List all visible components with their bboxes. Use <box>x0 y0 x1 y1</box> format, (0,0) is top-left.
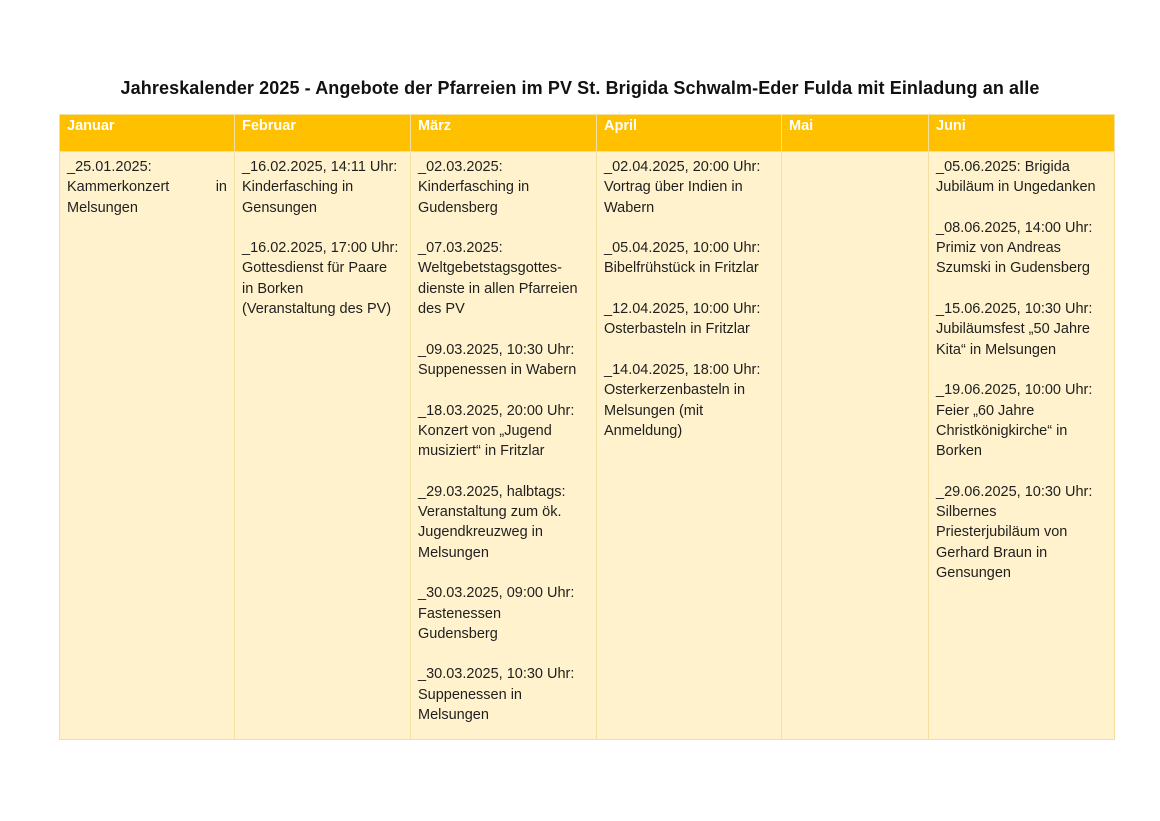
event-line: Veranstaltung zum ök. <box>418 504 562 521</box>
event-date: _16.02.2025, 17:00 Uhr: <box>242 240 399 257</box>
event-entry <box>936 218 1107 279</box>
events-cell-juni <box>929 152 1115 740</box>
event-line: Gerhard Braun in <box>936 544 1048 561</box>
events-cell-februar <box>235 152 411 740</box>
event-line: Melsungen <box>418 707 489 724</box>
event-line <box>67 177 227 197</box>
event-line: in Borken <box>242 280 304 297</box>
event-line: Melsungen <box>418 544 489 561</box>
event-date: _29.03.2025, halbtags: <box>418 483 566 500</box>
event-entry <box>936 157 1107 198</box>
event-entry <box>936 380 1107 461</box>
month-header-juni: Juni <box>929 115 1115 152</box>
event-date: _08.06.2025, 14:00 Uhr: <box>936 219 1093 236</box>
event-line: Melsungen (mit <box>604 402 704 419</box>
event-line: Wabern <box>604 199 655 216</box>
events-cell-januar <box>60 152 235 740</box>
event-entry <box>418 664 589 725</box>
event-line: Kita“ in Melsungen <box>936 341 1057 358</box>
event-date: _15.06.2025, 10:30 Uhr: <box>936 301 1093 318</box>
event-text: in <box>215 179 227 196</box>
page-title: Jahreskalender 2025 - Angebote der Pfarreien im PV St. Brigida Schwalm-Eder Fulda mit Einladung an alle <box>120 78 1040 98</box>
event-entry <box>418 401 589 462</box>
event-line: Suppenessen in <box>418 686 522 703</box>
event-line: Gudensberg <box>418 625 498 642</box>
event-date: _18.03.2025, 20:00 Uhr: <box>418 402 575 419</box>
event-date: _30.03.2025, 09:00 Uhr: <box>418 585 575 602</box>
event-entry <box>418 238 589 319</box>
event-entry <box>936 299 1107 360</box>
event-line: Bibelfrühstück in Fritzlar <box>604 260 759 277</box>
event-date: _29.06.2025, 10:30 Uhr: <box>936 483 1093 500</box>
event-line: Vortrag über Indien in <box>604 179 743 196</box>
event-line: Gudensberg <box>418 199 498 216</box>
event-entry <box>242 238 403 319</box>
event-line: Jubiläumsfest „50 Jahre <box>936 321 1090 338</box>
event-entry <box>418 583 589 644</box>
event-line: Osterbasteln in Fritzlar <box>604 321 750 338</box>
event-date: _25.01.2025: <box>67 159 152 175</box>
event-line: Fastenessen <box>418 605 502 622</box>
event-date: _02.03.2025: <box>418 159 503 175</box>
month-header-april: April <box>597 115 782 152</box>
event-date: _05.06.2025: Brigida <box>936 159 1070 175</box>
event-line: Christkönigkirche“ in <box>936 422 1068 439</box>
event-line: Weltgebetstagsgottes- <box>418 260 563 277</box>
month-header-row <box>60 115 1115 152</box>
event-line: Konzert von „Jugend <box>418 422 552 439</box>
event-entry <box>936 482 1107 583</box>
event-line: Osterkerzenbasteln in <box>604 382 746 399</box>
event-line: Gensungen <box>242 199 317 216</box>
event-entry <box>604 238 774 279</box>
event-line: Feier „60 Jahre <box>936 402 1035 419</box>
event-line: Jugendkreuzweg in <box>418 524 543 541</box>
event-line: Gensungen <box>936 564 1011 581</box>
event-line: Anmeldung) <box>604 422 683 439</box>
event-entry <box>242 157 403 218</box>
event-line: Kinderfasching in <box>418 179 530 196</box>
event-date: _09.03.2025, 10:30 Uhr: <box>418 341 575 358</box>
event-line: musiziert“ in Fritzlar <box>418 443 545 460</box>
event-line: Kinderfasching in <box>242 179 354 196</box>
event-line: Szumski in Gudensberg <box>936 260 1090 277</box>
event-line: Borken <box>936 443 982 460</box>
events-cell-april <box>597 152 782 740</box>
event-date: _07.03.2025: <box>418 240 503 257</box>
event-entry <box>418 482 589 563</box>
event-entry <box>418 157 589 218</box>
event-entry <box>604 360 774 441</box>
event-line: Silbernes <box>936 504 997 521</box>
event-text: Kammerkonzert <box>67 179 170 196</box>
event-line: Priesterjubiläum von <box>936 524 1068 541</box>
events-cell-mai <box>782 152 929 740</box>
event-date: _12.04.2025, 10:00 Uhr: <box>604 301 761 318</box>
event-line: Suppenessen in Wabern <box>418 361 577 378</box>
event-date: _30.03.2025, 10:30 Uhr: <box>418 666 575 683</box>
events-row <box>60 152 1115 740</box>
event-line: des PV <box>418 301 465 318</box>
event-date: _02.04.2025, 20:00 Uhr: <box>604 159 761 175</box>
month-header-februar: Februar <box>235 115 411 152</box>
event-entry <box>604 157 774 218</box>
month-header-januar: Januar <box>60 115 235 152</box>
event-line: Primiz von Andreas <box>936 240 1061 257</box>
event-entry <box>418 340 589 381</box>
event-line: dienste in allen Pfarreien <box>418 280 578 297</box>
calendar-table <box>59 114 1115 740</box>
event-line: Jubiläum in Ungedanken <box>936 179 1096 196</box>
month-header-maerz: März <box>411 115 597 152</box>
event-date: _14.04.2025, 18:00 Uhr: <box>604 361 761 378</box>
event-date: _05.04.2025, 10:00 Uhr: <box>604 240 761 257</box>
event-line: Melsungen <box>67 199 138 216</box>
events-cell-maerz <box>411 152 597 740</box>
event-line: (Veranstaltung des PV) <box>242 301 392 318</box>
event-entry <box>67 157 227 218</box>
event-date: _16.02.2025, 14:11 Uhr: <box>242 159 398 175</box>
event-line: Gottesdienst für Paare <box>242 260 388 277</box>
month-header-mai: Mai <box>782 115 929 152</box>
event-entry <box>604 299 774 340</box>
event-date: _19.06.2025, 10:00 Uhr: <box>936 382 1093 399</box>
